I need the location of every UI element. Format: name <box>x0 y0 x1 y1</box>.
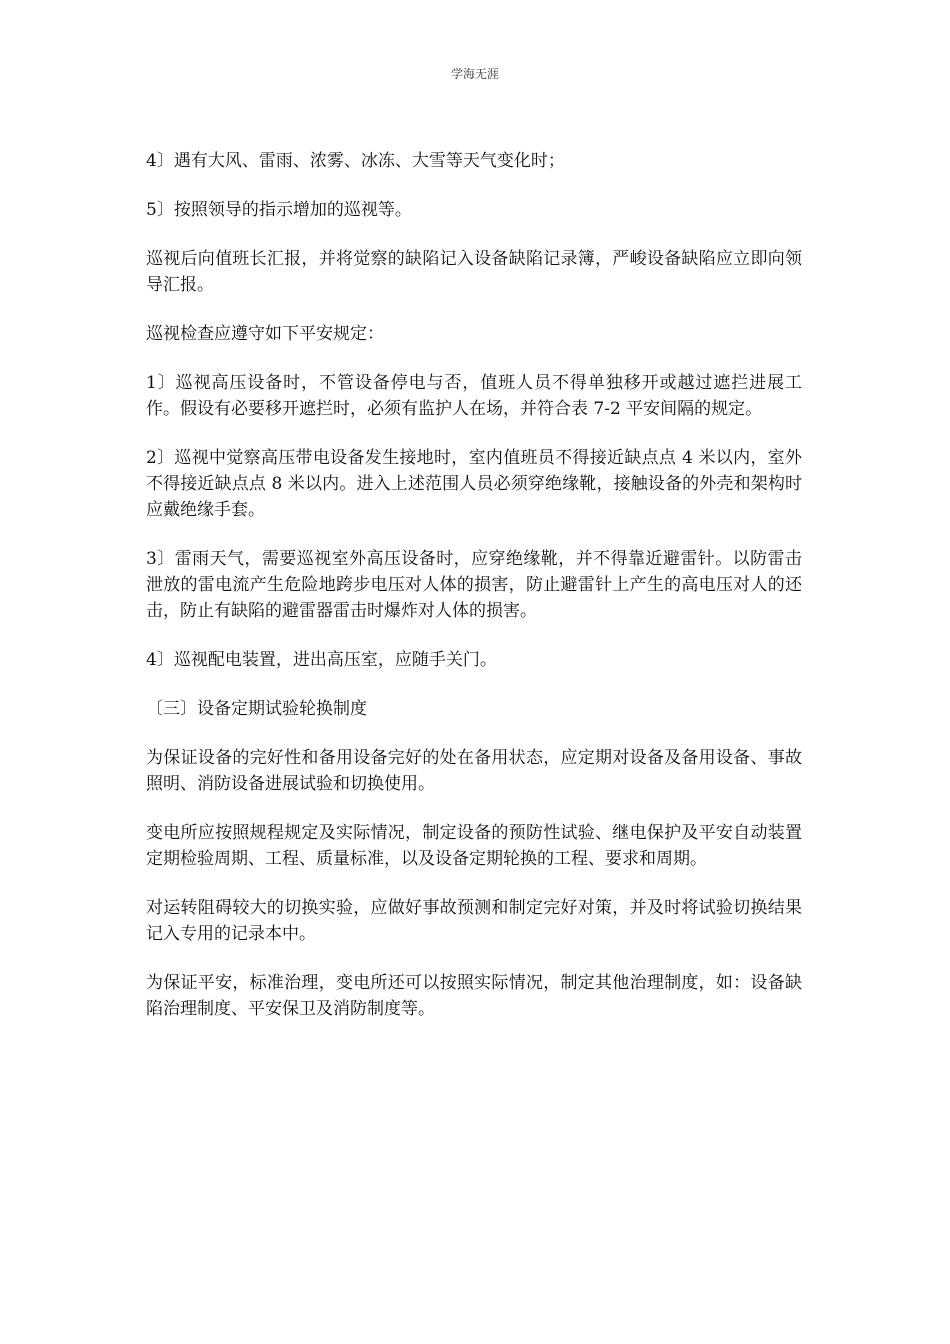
paragraph-rule-3: 3〕雷雨天气，需要巡视室外高压设备时，应穿绝缘靴，并不得靠近避雷针。以防雷击泄放的雷电流产生危险地跨步电压对人体的损害，防止避雷针上产生的高电压对人的还击，防止有缺陷的避雷器雷击时爆炸对人体的损害。 <box>146 549 802 621</box>
section-heading-3: 〔三〕设备定期试验轮换制度 <box>146 699 367 719</box>
paragraph-substation-rules: 变电所应按照规程规定及实际情况，制定设备的预防性试验、继电保护及平安自动装置定期检验周期、工程、质量标准，以及设备定期轮换的工程、要求和周期。 <box>146 823 802 869</box>
paragraph-report-defects: 巡视后向值班长汇报，并将觉察的缺陷记入设备缺陷记录簿，严峻设备缺陷应立即向领导汇报。 <box>146 249 802 295</box>
paragraph-rule-4: 4〕巡视配电装置，进出高压室，应随手关门。 <box>146 650 497 670</box>
paragraph-safety-rules-intro: 巡视检查应遵守如下平安规定： <box>146 324 384 344</box>
paragraph-switch-experiment: 对运转阻碍较大的切换实验，应做好事故预测和制定完好对策，并及时将试验切换结果记入专用的记录本中。 <box>146 898 802 944</box>
paragraph-rule-2: 2〕巡视中觉察高压带电设备发生接地时，室内值班员不得接近缺点点 4 米以内，室外不得接近缺点点 8 米以内。进入上述范围人员必须穿绝缘靴，接触设备的外壳和架构时应戴绝缘手套。 <box>146 448 802 520</box>
paragraph-rule-1: 1〕巡视高压设备时，不管设备停电与否，值班人员不得单独移开或越过遮拦进展工作。假设有必要移开遮拦时，必须有监护人在场，并符合表 7-2 平安间隔的规定。 <box>146 373 802 419</box>
page-header: 学海无涯 <box>450 67 499 81</box>
paragraph-periodic-test: 为保证设备的完好性和备用设备完好的处在备用状态，应定期对设备及备用设备、事故照明、消防设备进展试验和切换使用。 <box>146 748 802 794</box>
paragraph-item-5-leader-instruction: 5〕按照领导的指示增加的巡视等。 <box>146 200 412 220</box>
paragraph-item-4-weather: 4〕遇有大风、雷雨、浓雾、冰冻、大雪等天气变化时； <box>146 151 565 171</box>
document-body <box>146 148 802 1045</box>
paragraph-other-management: 为保证平安，标准治理，变电所还可以按照实际情况，制定其他治理制度，如：设备缺陷治理制度、平安保卫及消防制度等。 <box>146 973 802 1019</box>
